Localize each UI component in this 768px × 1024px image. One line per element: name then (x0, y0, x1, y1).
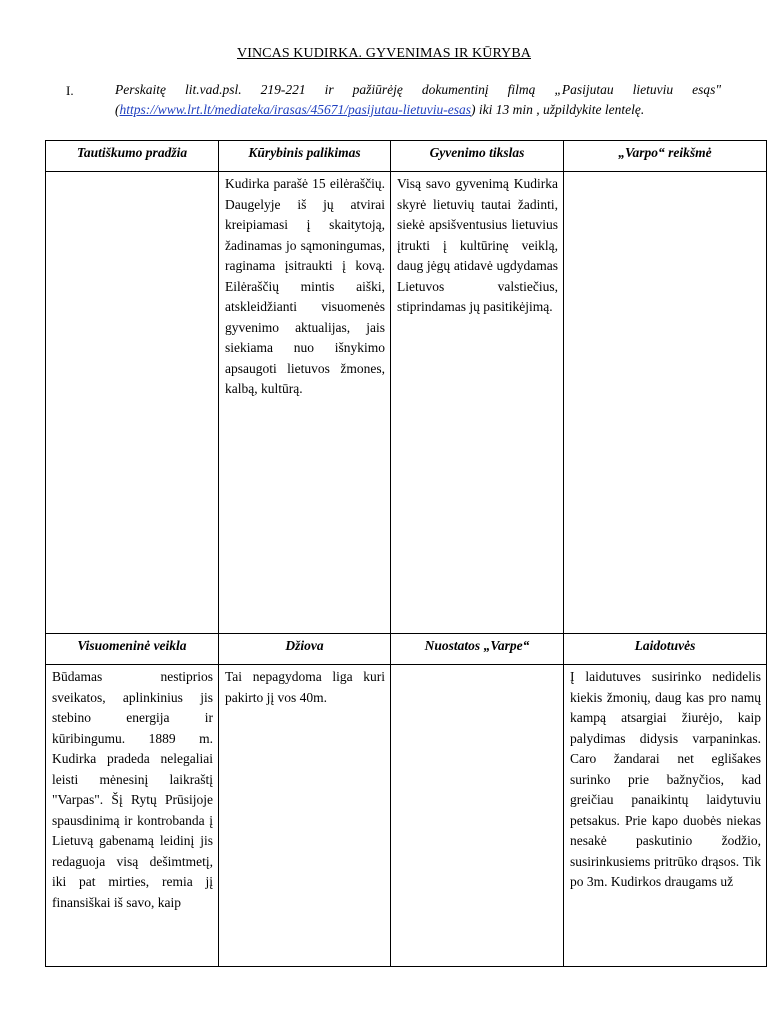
header-row-2 (46, 634, 767, 665)
header-tuberculosis: Džiova (219, 634, 391, 665)
header-varpas-attitudes: Nuostatos „Varpe“ (391, 634, 564, 665)
cell-public-activity[interactable] (46, 665, 219, 967)
instruction-text (115, 80, 721, 120)
cell-varpas-significance[interactable] (564, 172, 767, 634)
header-funeral: Laidotuvės (564, 634, 767, 665)
instruction-number: I. (66, 83, 74, 98)
cell-life-goal-text: Visą savo gyvenimą Kudirka skyrė lietuvių tautai žadinti, siekė apsišventusius lietuvius įtrukti į kultūrinę veiklą, daug jėgų atidavė ugdydamas Lietuvos valstiečius, stiprindamas jų pasitikėjimą. (397, 176, 558, 314)
header-row-1 (46, 141, 767, 172)
cell-life-goal[interactable] (391, 172, 564, 634)
cell-varpas-attitudes[interactable] (391, 665, 564, 967)
cell-creative-legacy-text: Kudirka parašė 15 eilėraščių. Daugelyje iš jų atvirai kreipiamasi į skaitytoją, žadinamas jo sąmoningumas, raginama įsitraukti į kovą. Eilėraščių mintis aiški, atskleidžianti visuomenės gyvenimo aktualijas, jais siekiama nuo išnykimo apsaugoti lietuvos žmones, kalbą, kultūrą. (225, 176, 385, 396)
cell-funeral-text: Į laidutuves susirinko nedidelis kiekis žmonių, daug kas pro namų kampą atsargiai žiurėjo, kaip palydimas didysis varpaninkas. Caro žandarai net eglišakes surinko prie bažnyčios, kad greičiau panaikintų laidytuviu petsakus. Prie kapo duobės niekas nesakė paskutinio žodžio, susirinkusiems pritrūko drąsos. Tik po 3m. Kudirkos draugams už (570, 669, 761, 889)
header-national-origin: Tautiškumo pradžia (46, 141, 219, 172)
instruction-text-before: Perskaitę lit.vad.psl. 219-221 ir pažiūrėję dokumentinį filmą „Pasijutau lietuviu esąs" ( (115, 82, 721, 117)
header-public-activity: Visuomeninė veikla (46, 634, 219, 665)
cell-public-activity-text: Būdamas nestiprios sveikatos, aplinkinius jis stebino energija ir kūribingumu. 1889 m. Kudirka pradeda nelegaliai leisti mėnesinį laikraštį "Varpas". Šį Rytų Prūsijoje spausdinimą ir kontrobanda į Lietuvą gabenamą leidinį jis redaguoja visą dešimtmetį, iki pat mirties, remia jį finansiškai iš savo, kaip (52, 669, 213, 910)
content-row-1 (46, 172, 767, 634)
header-creative-legacy: Kūrybinis palikimas (219, 141, 391, 172)
worksheet-table (45, 140, 767, 967)
header-varpas-significance: „Varpo“ reikšmė (564, 141, 767, 172)
cell-funeral[interactable] (564, 665, 767, 967)
document-title: VINCAS KUDIRKA. GYVENIMAS IR KŪRYBA (236, 46, 531, 61)
cell-creative-legacy[interactable] (219, 172, 391, 634)
film-link[interactable]: https://www.lrt.lt/mediateka/irasas/45671/pasijutau-lietuviu-esas (119, 102, 471, 117)
header-life-goal: Gyvenimo tikslas (391, 141, 564, 172)
content-row-2 (46, 665, 767, 967)
cell-national-origin[interactable] (46, 172, 219, 634)
cell-tuberculosis-text: Tai nepagydoma liga kuri pakirto jį vos 40m. (225, 669, 385, 705)
instruction-text-after: ) iki 13 min , užpildykite lentelę. (471, 102, 645, 117)
cell-tuberculosis[interactable] (219, 665, 391, 967)
